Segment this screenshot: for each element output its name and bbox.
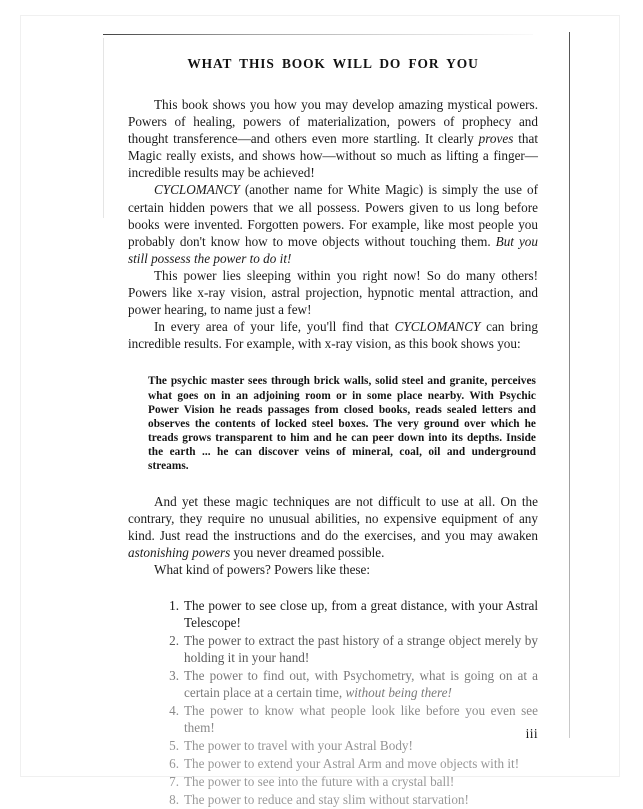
list-item [128,773,538,790]
paragraph-not-difficult [128,493,538,561]
list-item [128,791,538,808]
list-item-text: The power to know what people look like before you even see them! [184,702,538,735]
paragraph-cyclomancy-definition [128,181,538,266]
list-item-text: The power to travel with your Astral Body! [184,737,413,753]
paragraph-not-difficult-tail: you never dreamed possible. [230,545,385,561]
paragraph-every-area-tail: can bring incredible results. For example, with x-ray vision, as this book shows you: [128,319,538,352]
paragraph-intro-text: This book shows you how you may develop amazing mystical powers. Powers of healing, powers of materialization, powers of prophecy and thought transference—and others even more startling. It clearly [128,97,538,147]
list-item [128,597,538,631]
closing-paragraph-group [128,493,538,578]
list-item-text: The power to see close up, from a great distance, with your Astral Telescope! [184,597,538,630]
paragraph-what-kind [128,561,538,578]
list-item-text: The power to see into the future with a crystal ball! [184,773,455,789]
paragraph-sleeping-power [128,267,538,318]
page-text-column [128,56,538,809]
list-item-text: The power to reduce and stay slim without starvation! [184,791,469,807]
list-item [128,755,538,772]
psychic-master-extract-text: The psychic master sees through brick walls, solid steel and granite, perceives what goes on in an adjoining room or in some place nearby. With Psychic Power Vision he reads passages from closed books, reads sealed letters and observes the contents of locked steel boxes. The very ground over which he treads grows transparent to him and he can peer down into its depths. Inside the earth ... he can discover veins of mineral, coal, oil and underground streams. [148,375,536,472]
paragraph-not-difficult-text: And yet these magic techniques are not difficult to use at all. On the contrary, they require no unusual abilities, no expensive equipment of any kind. Just read the instructions and do the exercises, and you may awaken [128,494,538,544]
paragraph-intro-emphasis: proves [478,131,514,147]
opening-paragraph-group [128,96,538,352]
paragraph-cyclomancy-emphasis: But you still possess the power to do it! [128,233,538,266]
astonishing-powers-emphasis: astonishing powers [128,545,231,561]
psychic-master-extract [128,374,538,473]
paragraph-intro [128,96,538,181]
list-item-text: The power to find out, with Psychometry, what is going on at a certain place at a certain time, [184,667,538,700]
scan-left-edge-artifact [103,38,104,218]
paragraph-what-kind-text: What kind of powers? Powers like these: [154,562,371,578]
list-item-emphasis: without being there! [345,684,452,700]
scan-right-edge-artifact [569,32,570,738]
paragraph-sleeping-power-text: This power lies sleeping within you right now! So do many others! Powers like x-ray vision, astral projection, hypnotic mental attraction, and power hearing, to name just a few! [128,267,538,318]
cyclomancy-term-inline: CYCLOMANCY [394,319,481,335]
list-item [128,667,538,701]
list-item-text: The power to extract the past history of a strange object merely by holding it in your hand! [184,632,538,665]
scan-top-edge-artifact [103,34,533,35]
cyclomancy-term-lead: CYCLOMANCY [154,182,240,198]
paragraph-every-area-text: In every area of your life, you'll find that [154,319,395,335]
page-title: WHAT THIS BOOK WILL DO FOR YOU [187,56,479,71]
page-number: iii [525,726,538,741]
powers-list [128,597,538,808]
list-item [128,632,538,666]
paragraph-every-area [128,318,538,352]
list-item-text: The power to extend your Astral Arm and move objects with it! [184,755,520,771]
paragraph-cyclomancy-text: (another name for White Magic) is simply the use of certain hidden powers that we all possess. Powers given to us long before books were invented. Forgotten powers. For example, like most people you probably don't know how to move objects without touching them. [128,182,538,249]
paragraph-intro-tail: that Magic really exists, and shows how—without so much as lifting a finger—incredible results may be achieved! [128,131,538,181]
